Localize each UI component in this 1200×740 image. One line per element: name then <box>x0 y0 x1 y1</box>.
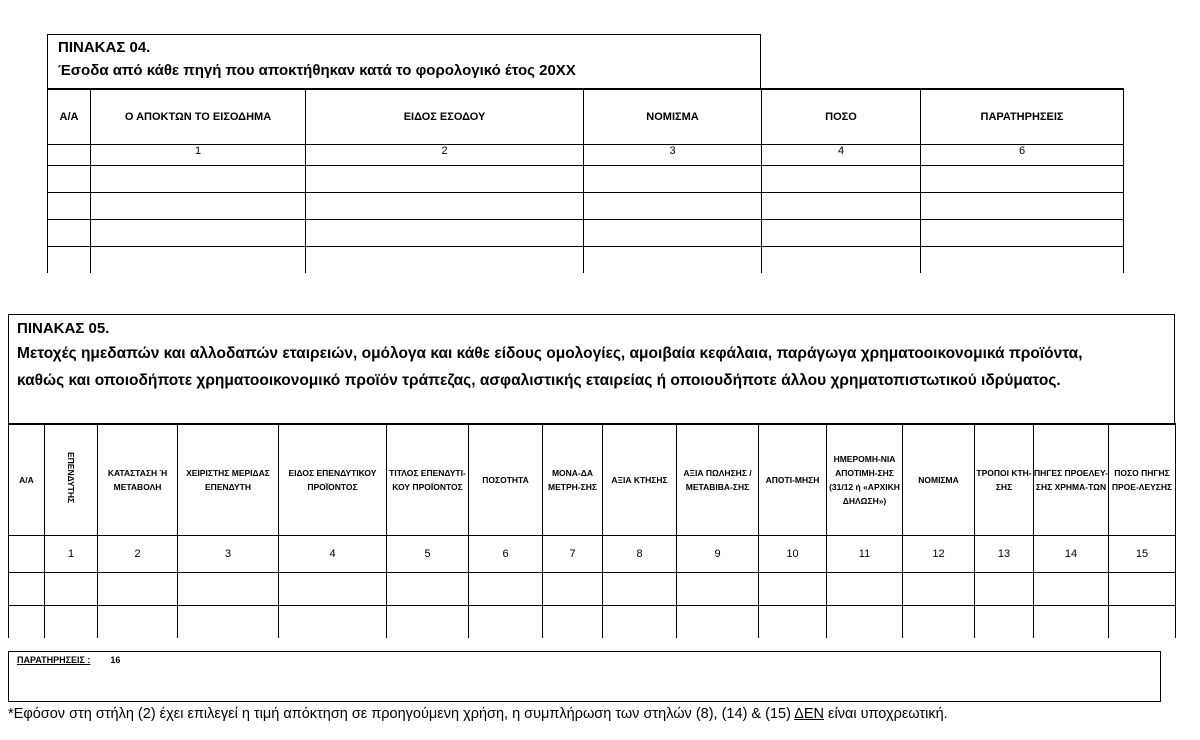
table05-header-row <box>9 424 1176 536</box>
table-row <box>48 166 1124 193</box>
table-cell[interactable] <box>98 573 178 606</box>
table-cell[interactable] <box>584 193 762 220</box>
table-cell[interactable] <box>921 247 1124 274</box>
table-cell[interactable] <box>827 606 903 639</box>
table05-column-number: 3 <box>178 536 279 573</box>
table05-header-col-15: ΠΟΣΟ ΠΗΓΗΣ ΠΡΟΕ-ΛΕΥΣΗΣ <box>1109 424 1176 536</box>
table04-column-number: 1 <box>91 145 306 166</box>
table05-column-number-row <box>9 536 1176 573</box>
table05-header-col-4: ΕΙΔΟΣ ΕΠΕΝΔΥΤΙΚΟΥ ΠΡΟΪΟΝΤΟΣ <box>279 424 387 536</box>
table-cell[interactable] <box>48 193 91 220</box>
table-cell[interactable] <box>603 606 677 639</box>
table-cell[interactable] <box>903 606 975 639</box>
table05-column-number: 14 <box>1034 536 1109 573</box>
table05-header-col-5: ΤΙΤΛΟΣ ΕΠΕΝΔΥΤΙ-ΚΟΥ ΠΡΟΪΟΝΤΟΣ <box>387 424 469 536</box>
table-cell[interactable] <box>91 247 306 274</box>
table04-header-row <box>48 89 1124 145</box>
table04-title-box <box>47 34 761 88</box>
table-cell[interactable] <box>584 220 762 247</box>
table04-header-col-0: Α/Α <box>48 89 91 145</box>
table-cell[interactable] <box>584 247 762 274</box>
table05-code: ΠΙΝΑΚΑΣ 05. <box>17 320 110 337</box>
footnote-text-end: είναι υποχρεωτική. <box>823 706 948 722</box>
table04-header-col-4: ΠΟΣΟ <box>762 89 921 145</box>
table05-header-col-1 <box>45 424 98 536</box>
table04-header-col-3: ΝΟΜΙΣΜΑ <box>584 89 762 145</box>
table05-header-col-7: ΜΟΝΑ-ΔΑ ΜΕΤΡΗ-ΣΗΣ <box>543 424 603 536</box>
table-row <box>48 247 1124 274</box>
table04-column-number: 2 <box>306 145 584 166</box>
table-cell[interactable] <box>98 606 178 639</box>
table04-description: Έσοδα από κάθε πηγή που αποκτήθηκαν κατά το φορολογικό έτος 20ΧΧ <box>58 62 576 79</box>
table05 <box>8 423 1176 638</box>
table-cell[interactable] <box>921 166 1124 193</box>
table04 <box>47 88 1124 273</box>
table-row <box>9 606 1176 639</box>
footnote <box>8 706 1188 722</box>
table-cell[interactable] <box>279 606 387 639</box>
remarks-label: ΠΑΡΑΤΗΡΗΣΕΙΣ : <box>17 655 91 665</box>
table-cell[interactable] <box>279 573 387 606</box>
table05-column-number: 8 <box>603 536 677 573</box>
table05-header-col-14: ΠΗΓΕΣ ΠΡΟΕΛΕΥ-ΣΗΣ ΧΡΗΜΑ-ΤΩΝ <box>1034 424 1109 536</box>
table-cell[interactable] <box>469 606 543 639</box>
table-cell[interactable] <box>543 606 603 639</box>
table-cell[interactable] <box>543 573 603 606</box>
table05-header-label: ΕΠΕΝΔΥΤΗΣ <box>66 452 76 504</box>
footnote-text: *Εφόσον στη στήλη (2) έχει επιλεγεί η τιμή απόκτηση σε προηγούμενη χρήση, η συμπλήρωση των στηλών (8), (14) & (15) <box>8 706 795 722</box>
table-cell[interactable] <box>1109 573 1176 606</box>
table05-column-number: 15 <box>1109 536 1176 573</box>
table-cell[interactable] <box>48 166 91 193</box>
table04-column-number: 6 <box>921 145 1124 166</box>
table-cell[interactable] <box>603 573 677 606</box>
table05-column-number: 9 <box>677 536 759 573</box>
table05-header-col-8: ΑΞΙΑ ΚΤΗΣΗΣ <box>603 424 677 536</box>
table05-column-number: 6 <box>469 536 543 573</box>
table-cell[interactable] <box>921 193 1124 220</box>
table-cell[interactable] <box>762 247 921 274</box>
table04-header-col-1: Ο ΑΠΟΚΤΩΝ ΤΟ ΕΙΣΟΔΗΜΑ <box>91 89 306 145</box>
table-cell[interactable] <box>9 573 45 606</box>
table-cell[interactable] <box>48 220 91 247</box>
table-cell[interactable] <box>306 166 584 193</box>
table-cell[interactable] <box>91 193 306 220</box>
footnote-emphasis: ΔΕΝ <box>794 706 824 722</box>
remarks-number: 16 <box>110 655 121 665</box>
table05-column-number: 11 <box>827 536 903 573</box>
table-cell[interactable] <box>1034 606 1109 639</box>
table05-column-number: 4 <box>279 536 387 573</box>
table-cell[interactable] <box>584 166 762 193</box>
table05-column-number: 2 <box>98 536 178 573</box>
table-cell[interactable] <box>677 606 759 639</box>
table05-header-col-0: Α/Α <box>9 424 45 536</box>
table-cell[interactable] <box>762 166 921 193</box>
table05-description: Μετοχές ημεδαπών και αλλοδαπών εταιρειών, ομόλογα και κάθε είδους ομολογίες, αμοιβαία κεφάλαια, παράγωγα χρηματοοικονομικά προϊόντα, καθώς και οποιοδήποτε χρηματοοικονομικό προϊόν τράπεζας, ασφαλιστικής εταιρείας ή οποιουδήποτε άλλου χρηματοπιστωτικού ιδρύματος. <box>17 345 1083 389</box>
remarks-box <box>8 651 1161 702</box>
table-cell[interactable] <box>306 220 584 247</box>
table04-header-col-2: ΕΙΔΟΣ ΕΣΟΔΟΥ <box>306 89 584 145</box>
table05-header-col-11: ΗΜΕΡΟΜΗ-ΝΙΑ ΑΠΟΤΙΜΗ-ΣΗΣ (31/12 ή «ΑΡΧΙΚΗ ΔΗΛΩΣΗ») <box>827 424 903 536</box>
table-cell[interactable] <box>469 573 543 606</box>
table05-header-col-13: ΤΡΟΠΟΙ ΚΤΗ-ΣΗΣ <box>975 424 1034 536</box>
table-row <box>48 220 1124 247</box>
table04-code: ΠΙΝΑΚΑΣ 04. <box>58 39 151 56</box>
table-cell[interactable] <box>306 247 584 274</box>
table05-header-col-10: ΑΠΟΤΙ-ΜΗΣΗ <box>759 424 827 536</box>
table05-body <box>9 536 1176 639</box>
table05-header-col-12: ΝΟΜΙΣΜΑ <box>903 424 975 536</box>
table-cell[interactable] <box>975 606 1034 639</box>
table-cell[interactable] <box>387 573 469 606</box>
table-cell[interactable] <box>387 606 469 639</box>
table05-column-number: 5 <box>387 536 469 573</box>
table05-header-col-2: ΚΑΤΑΣΤΑΣΗ Ή ΜΕΤΑΒΟΛΗ <box>98 424 178 536</box>
table-cell[interactable] <box>759 573 827 606</box>
table-cell[interactable] <box>9 606 45 639</box>
table05-column-number: 13 <box>975 536 1034 573</box>
table04-column-number: 3 <box>584 145 762 166</box>
table05-column-number <box>9 536 45 573</box>
table-cell[interactable] <box>48 247 91 274</box>
table05-header-col-3: ΧΕΙΡΙΣΤΗΣ ΜΕΡΙΔΑΣ ΕΠΕΝΔΥΤΗ <box>178 424 279 536</box>
table-cell[interactable] <box>759 606 827 639</box>
table05-column-number: 7 <box>543 536 603 573</box>
table-cell[interactable] <box>921 220 1124 247</box>
table-row <box>9 573 1176 606</box>
table-cell[interactable] <box>91 166 306 193</box>
table-cell[interactable] <box>762 220 921 247</box>
table04-header-col-5: ΠΑΡΑΤΗΡΗΣΕΙΣ <box>921 89 1124 145</box>
table-cell[interactable] <box>306 193 584 220</box>
table05-header-col-9: ΑΞΙΑ ΠΩΛΗΣΗΣ / ΜΕΤΑΒΙΒΑ-ΣΗΣ <box>677 424 759 536</box>
table-cell[interactable] <box>178 606 279 639</box>
table-cell[interactable] <box>762 193 921 220</box>
table05-column-number: 12 <box>903 536 975 573</box>
table04-column-number: 4 <box>762 145 921 166</box>
table04-column-number-row <box>48 145 1124 166</box>
table04-body <box>48 145 1124 274</box>
table-cell[interactable] <box>1109 606 1176 639</box>
table-cell[interactable] <box>677 573 759 606</box>
table-cell[interactable] <box>1034 573 1109 606</box>
table-cell[interactable] <box>45 606 98 639</box>
table-cell[interactable] <box>178 573 279 606</box>
table05-column-number: 10 <box>759 536 827 573</box>
table04-column-number <box>48 145 91 166</box>
table05-column-number: 1 <box>45 536 98 573</box>
table-cell[interactable] <box>91 220 306 247</box>
table-cell[interactable] <box>827 573 903 606</box>
table05-title-box <box>8 314 1175 423</box>
table-cell[interactable] <box>903 573 975 606</box>
table-row <box>48 193 1124 220</box>
table-cell[interactable] <box>975 573 1034 606</box>
table05-header-col-6: ΠΟΣΟΤΗΤΑ <box>469 424 543 536</box>
table-cell[interactable] <box>45 573 98 606</box>
